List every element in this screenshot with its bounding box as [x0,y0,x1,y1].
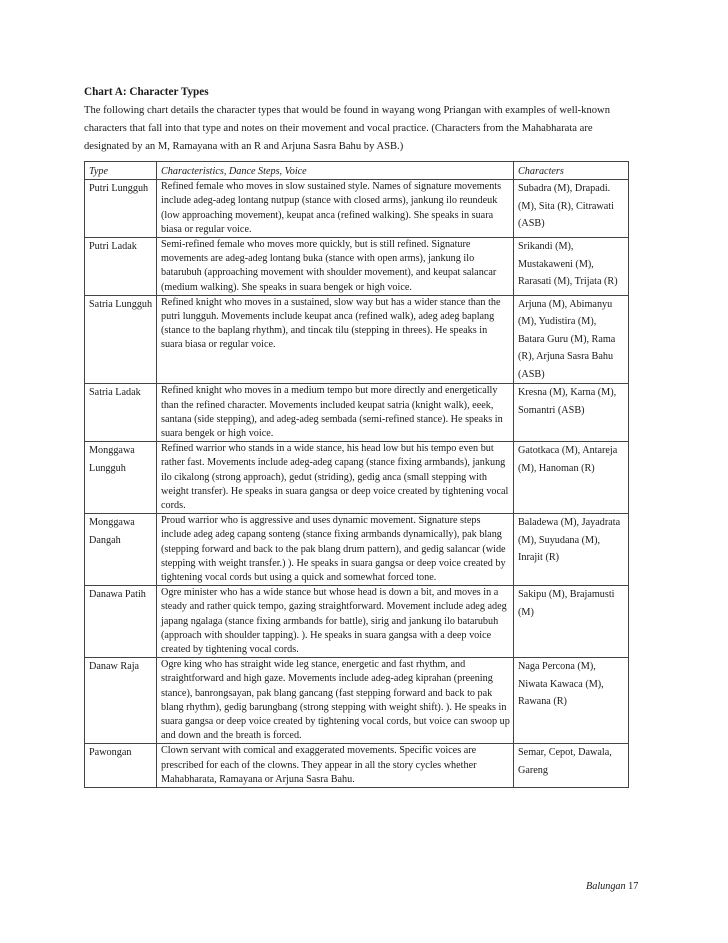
row-type: Monggawa Lungguh [85,442,157,514]
row-type: Satria Lungguh [85,295,157,384]
row-type: Putri Ladak [85,238,157,296]
row-description: Ogre king who has straight wide leg stance, energetic and fast rhythm, and straightforward and high gaze. Movements include adeg-adeg kiprahan (preening stance), banrongsayan, pak blang gancang (fast stepping forward and back to pak blang rhythm), gedig barungbang (strong stepping with weight shift). ). He speaks in suara gangsa or deep voice created by tightening vocal cords, but voice can swoop up and down and the breath is forced. [157,658,514,744]
row-characters: Naga Percona (M), Niwata Kawaca (M), Rawana (R) [514,658,629,744]
row-description: Semi-refined female who moves more quickly, but is still refined. Signature movements are adeg-adeg lontang buka (stance with open arms), jankung ilo batarubuh (approaching movement with shoulder movement), and keupat salancar (medium walking). She speaks in suara bengek or high voice. [157,238,514,296]
row-type: Putri Lungguh [85,180,157,238]
header-type: Type [85,162,157,180]
row-description: Refined female who moves in slow sustained style. Names of signature movements include adeg-adeg lontang nutpup (stance with closed arms), jankung ilo reundeuk (low approaching movement), keupat anca (refined walking). She speaks in suara biasa or regular voice. [157,180,514,238]
table-row [85,586,629,658]
row-description: Refined knight who moves in a sustained, slow way but has a wider stance than the putri lungguh. Movements include keupat anca (refined walk), adeg adeg baplang (stance to the baplang rhythm), and tincak tilu (stepping in threes). He speaks in suara biasa or regular voice. [157,295,514,384]
row-characters: Srikandi (M), Mustakaweni (M), Rarasati (M), Trijata (R) [514,238,629,296]
table-row [85,442,629,514]
row-description: Ogre minister who has a wide stance but whose head is down a bit, and moves in a steady and rather quick tempo, gazing straightforward. Movement include adeg adeg japang ngalaga (stance fixing armbands for battle), sirig and jankung ilo batarubuh (approach with shoulder tapping). ). He speaks in suara gangsa with a deep voice created by tightening vocal cords. [157,586,514,658]
row-type: Monggawa Dangah [85,514,157,586]
row-type: Satria Ladak [85,384,157,442]
header-characteristics: Characteristics, Dance Steps, Voice [157,162,514,180]
intro-paragraph: The following chart details the character types that would be found in wayang wong Priangan with examples of well-known characters that fall into that type and notes on their movement and vocal practice. (Characters from the Mahabharata are designated by an M, Ramayana with an R and Arjuna Sasra Bahu by ASB.) [84,105,611,152]
row-characters: Arjuna (M), Abimanyu (M), Yudistira (M), Batara Guru (M), Rama (R), Arjuna Sasra Bahu (ASB) [514,295,629,384]
row-characters: Sakipu (M), Brajamusti (M) [514,586,629,658]
table-row [85,514,629,586]
table-header-row [85,162,629,180]
row-description: Refined warrior who stands in a wide stance, his head low but his tempo even but rather fast. Movements include adeg-adeg capang (stance fixing armbands), jankung ilo cikalong (strong approach), gedut (striding), gedig anca (small stepping with weight transfer). He speaks in suara gangsa or deep voice created by tightening vocal cords. [157,442,514,514]
table-row [85,180,629,238]
table-row [85,295,629,384]
page-content [84,84,630,788]
row-description: Clown servant with comical and exaggerated movements. Specific voices are prescribed for each of the clowns. They appear in all the story cycles whether Mahabharata, Ramayana or Arjuna Sasra Bahu. [157,744,514,788]
row-type: Danawa Patih [85,586,157,658]
table-row [85,658,629,744]
header-characters: Characters [514,162,629,180]
page-number: 17 [628,881,639,892]
row-characters: Kresna (M), Karna (M), Somantri (ASB) [514,384,629,442]
publication-name: Balungan [586,881,626,892]
row-type: Danaw Raja [85,658,157,744]
row-characters: Baladewa (M), Jayadrata (M), Suyudana (M), Inrajit (R) [514,514,629,586]
table-row [85,238,629,296]
row-description: Refined knight who moves in a medium tempo but more directly and energetically than the refined character. Movements included keupat satria (knight walk), eeek, santana (side stepping), and adeg-adeg sembada (semi-refined stance). He speaks in suara bengek or high voice. [157,384,514,442]
row-characters: Semar, Cepot, Dawala, Gareng [514,744,629,788]
page-footer [586,881,638,892]
row-characters: Subadra (M), Drapadi. (M), Sita (R), Citrawati (ASB) [514,180,629,238]
row-description: Proud warrior who is aggressive and uses dynamic movement. Signature steps include adeg adeg capang sonteng (stance fixing armbands dynamically), pak blang (stepping forward and back to the pak blang drum pattern), and gedig salancar (wide stepping with weight transfer.) ). He speaks in suara gangsa or deep voice created by tightening vocal cords but using a quick and somewhat forced tone. [157,514,514,586]
row-characters: Gatotkaca (M), Antareja (M), Hanoman (R) [514,442,629,514]
table-row [85,384,629,442]
table-row [85,744,629,788]
chart-title: Chart A: Character Types [84,86,209,98]
row-type: Pawongan [85,744,157,788]
character-types-table [84,161,629,788]
